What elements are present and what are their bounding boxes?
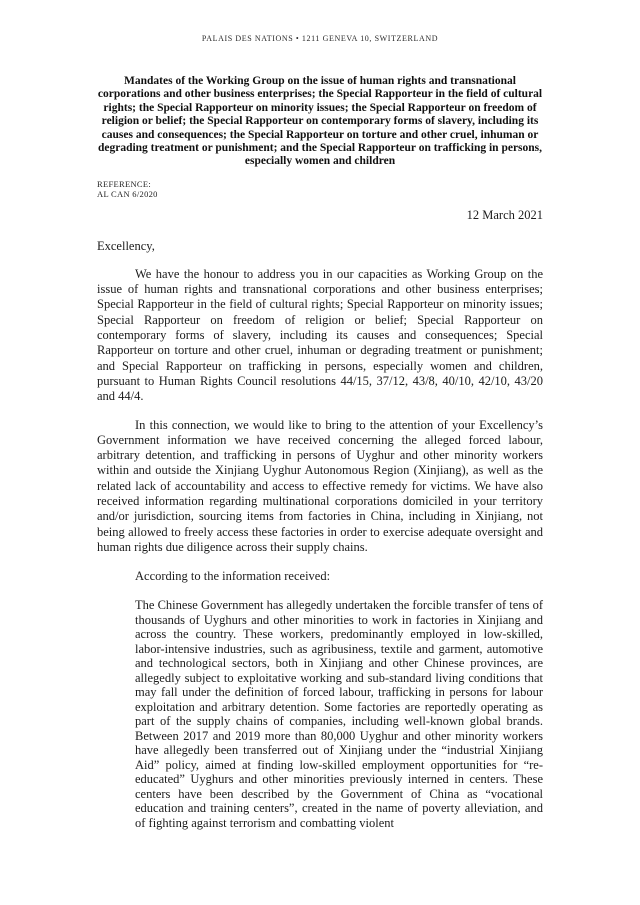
- allegation-leadin: According to the information received:: [135, 569, 331, 584]
- body-paragraph-1: We have the honour to address you in our capacities as Working Group on the issue of human rights and transnational corporations and other business enterprises; Special Rapporteur in the field of cultural rights; Special Rapporteur on minority issues; Special Rapporteur on freedom of religion or belief; Special Rapporteur on contemporary forms of slavery, including its causes and consequences; Special Rapporteur on torture and other cruel, inhuman or degrading treatment or punishment; and Special Rapporteur on trafficking in persons, especially women and children, pursuant to Human Rights Council resolutions 44/15, 37/12, 43/8, 40/10, 42/10, 43/20 and 44/4.: [97, 266, 543, 404]
- reference-label: REFERENCE:: [97, 178, 152, 189]
- mandates-heading: Mandates of the Working Group on the issue of human rights and transnational corporations and other business enterprises; the Special Rapporteur in the field of cultural rights; the Special Rapporteur on minority issues; the Special Rapporteur on freedom of religion or belief; the Special Rapporteur on contemporary forms of slavery, including its causes and consequences; the Special Rapporteur on torture and other cruel, inhuman or degrading treatment or punishment; and the Special Rapporteur on trafficking in persons, especially women and children: [97, 75, 543, 168]
- salutation: Excellency,: [97, 238, 155, 253]
- reference-block: [97, 179, 543, 200]
- allegation-paragraph: The Chinese Government has allegedly undertaken the forcible transfer of tens of thousands of Uyghurs and other minorities to work in factories in Xinjiang and across the country. These workers, predominantly employed in low-skilled, labor-intensive industries, such as agribusiness, textile and garment, automotive and technological sectors, both in Xinjiang and other Chinese provinces, are allegedly subject to exploitative working and sub-standard living conditions that may fall under the definition of forced labour, trafficking in persons for labour exploitation and arbitrary detention. Some factories are reportedly operating as part of the supply chains of companies, including well-known global brands. Between 2017 and 2019 more than 80,000 Uyghur and other minority workers have allegedly been transferred out of Xinjiang under the “industrial Xinjiang Aid” policy, aimed at finding low-skilled employment opportunities for “re-educated” Uyghurs and other minorities previously interned in centers. These centers have been described by the Government of China as “vocational education and training centers”, created in the name of poverty alleviation, and of fighting against terrorism and combatting violent: [135, 598, 543, 830]
- letterhead: PALAIS DES NATIONS • 1211 GENEVA 10, SWITZERLAND: [201, 34, 439, 43]
- letter-date: 12 March 2021: [466, 207, 543, 222]
- reference-code: AL CAN 6/2020: [97, 189, 158, 200]
- body-paragraph-2: In this connection, we would like to bring to the attention of your Excellency’s Government information we have received concerning the alleged forced labour, arbitrary detention, and trafficking in persons of Uyghur and other minority workers within and outside the Xinjiang Uyghur Autonomous Region (Xinjiang), as well as the related lack of accountability and access to effective remedy for victims. We have also received information regarding multinational corporations domiciled in your territory and/or jurisdiction, sourcing items from factories in China, including in Xinjiang, not being allowed to freely access these factories in order to exercise adequate oversight and human rights due diligence across their supply chains.: [97, 417, 543, 554]
